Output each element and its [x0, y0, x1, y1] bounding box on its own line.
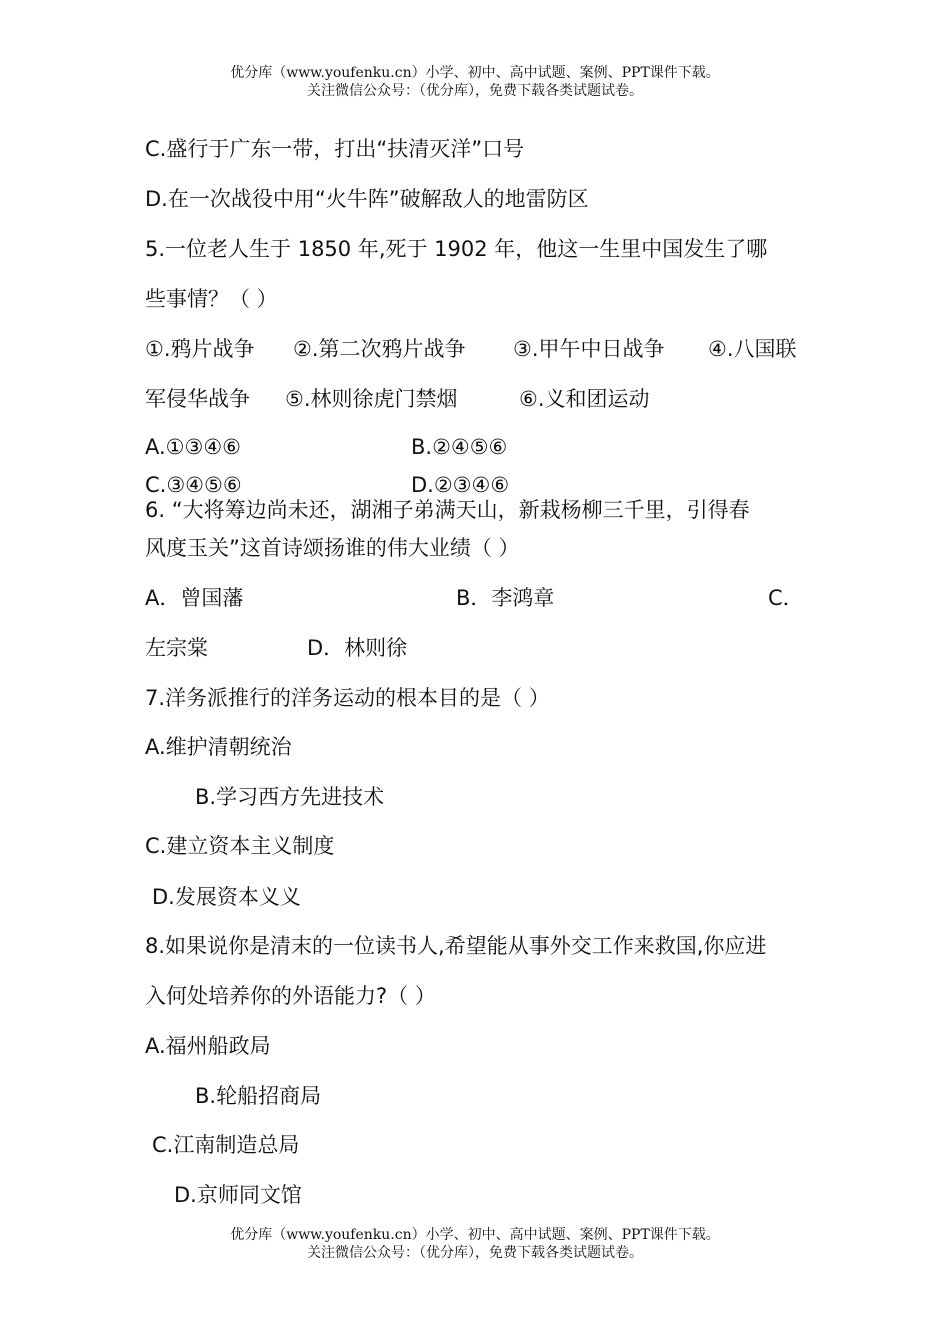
q5-event-3-wrap — [513, 335, 665, 363]
q8-option-b: B.轮船招商局 — [195, 1084, 322, 1108]
q5-events-line-2 — [145, 385, 250, 413]
q5-option-b: B.②④⑤⑥ — [411, 435, 508, 459]
q8-option-c: C.江南制造总局 — [152, 1133, 300, 1157]
q5-event-4-cont: 军侵华战争 — [145, 387, 250, 411]
q7-option-a: A.维护清朝统治 — [145, 735, 292, 759]
q5-event-4-wrap — [708, 335, 797, 363]
q5-event-2-wrap — [293, 335, 466, 363]
q5-event-6: ⑥.义和团运动 — [519, 387, 650, 411]
page-header — [0, 64, 950, 100]
q4-option-c: C.盛行于广东一带，打出“扶清灭洋”口号 — [145, 137, 525, 161]
q5-option-a: A.①③④⑥ — [145, 435, 241, 459]
q6-stem-line-1: 6. “大将筹边尚未还，湖湘子弟满天山，新栽杨柳三千里，引得春 — [145, 498, 750, 522]
header-line-2: 关注微信公众号：（优分库），免费下载各类试题试卷。 — [307, 83, 643, 99]
q8-option-a: A.福州船政局 — [145, 1034, 271, 1058]
q5-event-4: ④.八国联 — [708, 337, 797, 361]
q7-option-d: D.发展资本义义 — [152, 885, 301, 909]
q6-stem-line-2: 风度玉关”这首诗颂扬谁的伟大业绩（ ） — [145, 536, 520, 560]
q5-event-2: ②.第二次鸦片战争 — [293, 337, 466, 361]
footer-line-2: 关注微信公众号：（优分库），免费下载各类试题试卷。 — [307, 1245, 643, 1261]
q6-option-a: A．曾国藩 — [145, 586, 244, 610]
q7-option-c: C.建立资本主义制度 — [145, 834, 335, 858]
footer-line-1: 优分库（www.youfenku.cn）小学、初中、高中试题、案例、PPT课件下载。 — [230, 1227, 720, 1243]
page-footer — [0, 1226, 950, 1262]
q4-option-d: D.在一次战役中用“火牛阵”破解敌人的地雷防区 — [145, 187, 589, 211]
q8-option-d: D.京师同文馆 — [174, 1183, 302, 1207]
q5-event-5-wrap — [285, 385, 458, 413]
q5-option-c: C.③④⑤⑥ — [145, 473, 242, 497]
q8-stem-line-1: 8.如果说你是清末的一位读书人,希望能从事外交工作来救国,你应进 — [145, 934, 767, 958]
q5-event-3: ③.甲午中日战争 — [513, 337, 665, 361]
q5-events-line-1 — [145, 335, 255, 363]
q6-option-b: B．李鸿章 — [456, 586, 555, 610]
q7-option-b: B.学习西方先进技术 — [195, 785, 385, 809]
q8-stem-line-2: 入何处培养你的外语能力?（ ） — [145, 984, 436, 1008]
q5-event-1: ①.鸦片战争 — [145, 337, 255, 361]
header-line-1: 优分库（www.youfenku.cn）小学、初中、高中试题、案例、PPT课件下载。 — [230, 65, 720, 81]
q6-option-d: D．林则徐 — [307, 636, 408, 660]
q5-event-5: ⑤.林则徐虎门禁烟 — [285, 387, 458, 411]
q5-event-6-wrap — [519, 385, 650, 413]
q5-stem-line-2: 些事情？（ ） — [145, 287, 278, 311]
q5-stem-line-1: 5.一位老人生于 1850 年,死于 1902 年，他这一生里中国发生了哪 — [145, 237, 768, 261]
q6-option-c-label: C． — [768, 586, 804, 610]
q5-option-d: D.②③④⑥ — [411, 473, 510, 497]
q6-option-c-text: 左宗棠 — [145, 636, 208, 660]
q7-stem: 7.洋务派推行的洋务运动的根本目的是（ ） — [145, 686, 550, 710]
